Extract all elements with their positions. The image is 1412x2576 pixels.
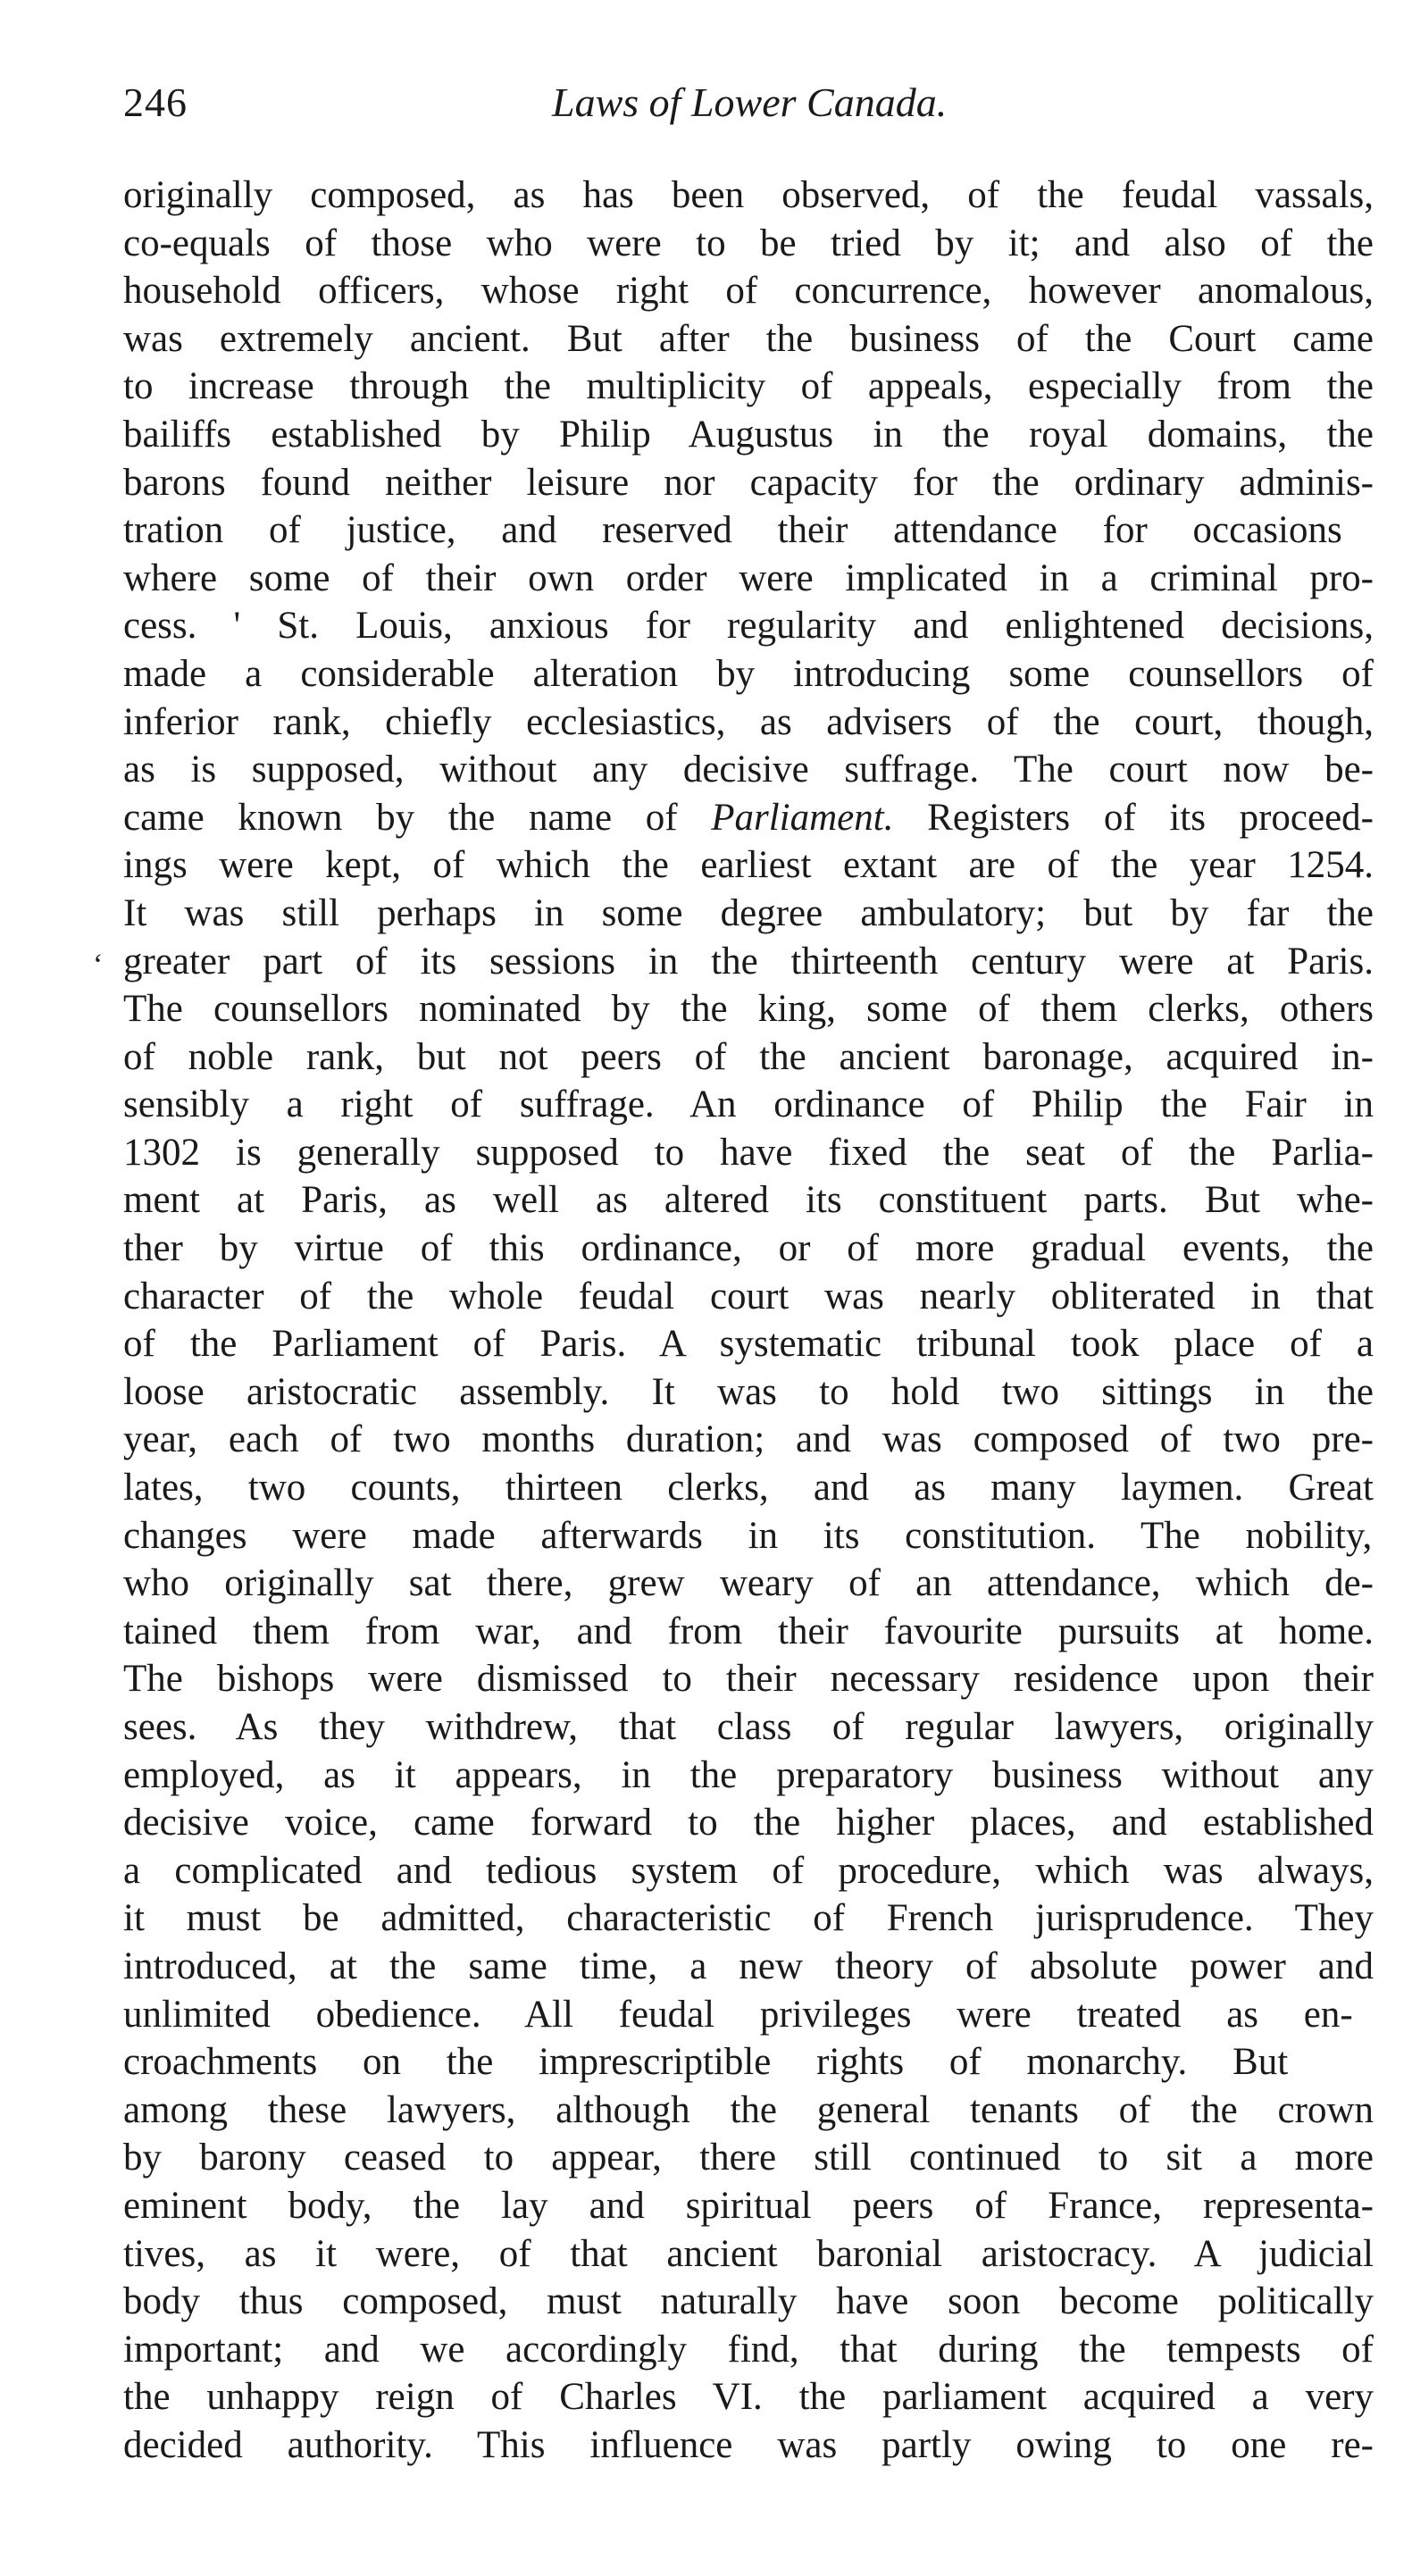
text-line [123, 506, 1374, 555]
line-text: decisive voice, came forward to the higher places, and established [123, 1802, 1374, 1844]
line-text: of noble rank, but not peers of the ancient baronage, acquired in- [123, 1035, 1374, 1078]
text-line [123, 267, 1374, 315]
line-text: character of the whole feudal court was nearly obliterated in that [123, 1275, 1374, 1317]
text-line [123, 2278, 1374, 2326]
text-line [123, 1894, 1374, 1943]
line-text: among these lawyers, although the general tenants of the crown [123, 2088, 1374, 2131]
text-line [123, 1225, 1374, 1273]
text-line [123, 1703, 1374, 1752]
line-text: tained them from war, and from their favourite pursuits at home. [123, 1610, 1374, 1652]
line-text: ings were kept, of which the earliest extant are of the year 1254. [123, 844, 1374, 887]
line-text: of the Parliament of Paris. A systematic tribunal took place of a [123, 1323, 1374, 1366]
line-text: The counsellors nominated by the king, some of them clerks, others [123, 988, 1374, 1031]
text-line [123, 2373, 1374, 2421]
text-line [123, 1129, 1374, 1177]
line-text: who originally sat there, grew weary of an attendance, which de- [123, 1562, 1374, 1605]
text-line [123, 555, 1374, 603]
line-text: It was still perhaps in some degree ambulatory; but by far the [123, 891, 1374, 934]
line-text: body thus composed, must naturally have soon become politically [123, 2280, 1374, 2323]
text-line [123, 1273, 1374, 1321]
line-text: croachments on the imprescriptible rights of monarchy. But [123, 2041, 1289, 2084]
text-line [123, 746, 1374, 794]
text-line [123, 2134, 1374, 2182]
text-line [123, 1847, 1374, 1895]
text-line [123, 938, 1374, 986]
line-text: bailiffs established by Philip Augustus in the royal domains, the [123, 413, 1374, 456]
line-text: co-equals of those who were to be tried by it; and also of the [123, 222, 1374, 264]
line-text: decided authority. This influence was partly owing to one re- [123, 2423, 1374, 2466]
italic-term: Parliament. [711, 796, 894, 839]
line-text: cess. ' St. Louis, anxious for regularity and enlightened decisions, [123, 605, 1374, 648]
text-line [123, 1176, 1374, 1225]
text-line [123, 1752, 1374, 1800]
text-line [123, 1416, 1374, 1464]
line-text: loose aristocratic assembly. It was to hold two sittings in the [123, 1370, 1374, 1413]
text-line [123, 841, 1374, 890]
line-text: employed, as it appears, in the preparatory business without any [123, 1753, 1374, 1796]
text-line [123, 459, 1374, 507]
line-text: lates, two counts, thirteen clerks, and as many laymen. Great [123, 1467, 1374, 1510]
line-text: it must be admitted, characteristic of French jurisprudence. They [123, 1897, 1374, 1940]
line-text: The bishops were dismissed to their necessary residence upon their [123, 1658, 1374, 1701]
text-line [123, 2038, 1374, 2087]
line-text-part: Registers of its proceed- [893, 796, 1374, 839]
line-text: changes were made afterwards in its constitution. The nobility, [123, 1514, 1373, 1557]
line-text: sensibly a right of suffrage. An ordinance of Philip the Fair in [123, 1083, 1374, 1126]
text-line [123, 411, 1374, 459]
line-text: to increase through the multiplicity of appeals, especially from the [123, 365, 1374, 408]
line-text: introduced, at the same time, a new theory of absolute power and [123, 1945, 1374, 1987]
line-text: ther by virtue of this ordinance, or of more gradual events, the [123, 1227, 1374, 1270]
text-line [123, 1799, 1374, 1847]
text-line [123, 2421, 1374, 2470]
text-line [123, 1464, 1374, 1512]
text-line [123, 890, 1374, 938]
text-line [123, 1368, 1374, 1417]
text-line [123, 1560, 1374, 1608]
line-text: by barony ceased to appear, there still continued to sit a more [123, 2137, 1374, 2179]
line-text: where some of their own order were implicated in a criminal pro- [123, 556, 1374, 599]
line-text: tives, as it were, of that ancient baronial aristocracy. A judicial [123, 2232, 1374, 2275]
text-line [123, 985, 1374, 1033]
line-text: important; and we accordingly find, that during the tempests of [123, 2328, 1374, 2371]
text-line [123, 1033, 1374, 1082]
line-text: as is supposed, without any decisive suffrage. The court now be- [123, 749, 1374, 791]
page-number: 246 [123, 79, 188, 125]
line-text: tration of justice, and reserved their attendance for occasions [123, 509, 1342, 552]
text-line [123, 794, 1374, 842]
running-title: Laws of Lower Canada. [552, 79, 948, 125]
line-text: 1302 is generally supposed to have fixed the seat of the Parlia- [123, 1131, 1374, 1174]
text-line [123, 1081, 1374, 1129]
text-line [123, 171, 1374, 220]
text-line [123, 650, 1374, 698]
line-text: year, each of two months duration; and was composed of two pre- [123, 1418, 1374, 1461]
text-line [123, 2230, 1374, 2279]
text-line [123, 2326, 1374, 2374]
text-line [123, 315, 1374, 364]
line-text: greater part of its sessions in the thirteenth century were at Paris. [123, 940, 1374, 983]
body-text [123, 171, 1374, 2470]
line-text: the unhappy reign of Charles VI. the parliament acquired a very [123, 2376, 1374, 2419]
text-line [123, 1320, 1374, 1368]
line-text-part: came known by the name of [123, 796, 712, 839]
text-line [123, 2182, 1374, 2230]
text-line [123, 363, 1374, 411]
text-line [123, 220, 1374, 268]
line-text: ment at Paris, as well as altered its constituent parts. But whe- [123, 1179, 1374, 1222]
line-text: a complicated and tedious system of procedure, which was always, [123, 1849, 1374, 1892]
line-text: was extremely ancient. But after the business of the Court came [123, 317, 1374, 360]
line-text: originally composed, as has been observed, of the feudal vassals, [123, 174, 1374, 216]
text-line [123, 1608, 1374, 1656]
text-line [123, 1512, 1374, 1560]
text-line [123, 698, 1374, 747]
text-line [123, 1991, 1374, 2039]
line-text [123, 794, 1374, 842]
text-line [123, 2087, 1374, 2135]
line-text: inferior rank, chiefly ecclesiastics, as advisers of the court, though, [123, 700, 1374, 743]
line-text: sees. As they withdrew, that class of regular lawyers, originally [123, 1706, 1374, 1748]
page-header [123, 79, 1374, 141]
line-text: barons found neither leisure nor capacity for the ordinary adminis- [123, 461, 1374, 504]
line-text: household officers, whose right of concurrence, however anomalous, [123, 270, 1374, 313]
text-line [123, 602, 1374, 650]
text-line [123, 1655, 1374, 1703]
line-text: made a considerable alteration by introducing some counsellors of [123, 652, 1374, 695]
margin-mark: ‘ [93, 949, 104, 982]
line-text: unlimited obedience. All feudal privileges were treated as en- [123, 1993, 1353, 2036]
line-text: eminent body, the lay and spiritual peers of France, representa- [123, 2184, 1374, 2227]
text-line [123, 1943, 1374, 1991]
